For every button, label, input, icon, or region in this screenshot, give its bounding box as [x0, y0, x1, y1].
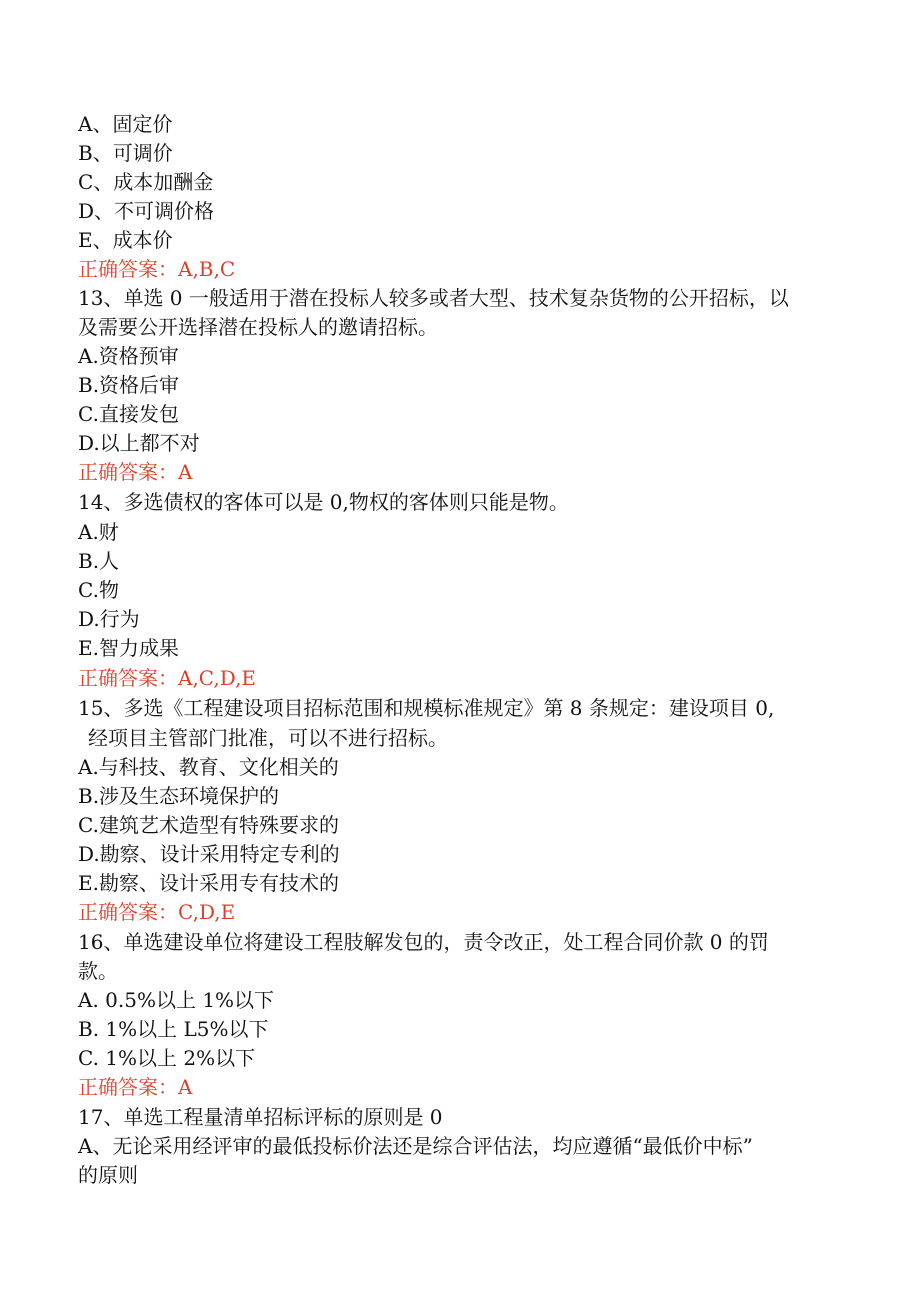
q15-option-d: D.勘察、设计采用特定专利的	[78, 842, 340, 866]
q17-stem: 17、单选工程量清单招标评标的原则是 0	[78, 1105, 443, 1129]
q13-option-b: B.资格后审	[78, 373, 180, 397]
q15-option-b: B.涉及生态环境保护的	[78, 784, 280, 808]
q14-option-b: B.人	[78, 549, 120, 573]
q16-option-c: C. 1%以上 2%以下	[78, 1046, 256, 1070]
q12-correct-answer: 正确答案：A,B,C	[78, 257, 236, 281]
q14-option-e: E.智力成果	[78, 636, 179, 660]
q12-option-b: B、可调价	[78, 141, 173, 165]
q14-correct-answer: 正确答案：A,C,D,E	[78, 666, 257, 690]
q13-option-d: D.以上都不对	[78, 431, 200, 455]
q12-option-d: D、不可调价格	[78, 199, 215, 223]
q13-option-c: C.直接发包	[78, 402, 179, 426]
q16-option-a: A. 0.5%以上 1%以下	[78, 988, 275, 1012]
q14-stem: 14、多选债权的客体可以是 0,物权的客体则只能是物。	[78, 490, 569, 514]
q14-option-a: A.财	[78, 520, 119, 544]
q13-stem-line1: 13、单选 0 一般适用于潜在投标人较多或者大型、技术复杂货物的公开招标，以	[78, 286, 789, 310]
q15-option-c: C.建筑艺术造型有特殊要求的	[78, 813, 339, 837]
q15-option-e: E.勘察、设计采用专有技术的	[78, 871, 339, 895]
q16-stem-line2: 款。	[78, 959, 118, 983]
q15-correct-answer: 正确答案：C,D,E	[78, 900, 236, 924]
q17-option-a-line2: 的原则	[78, 1163, 138, 1187]
q17-option-a-line1: A、无论采用经评审的最低投标价法还是综合评估法，均应遵循“最低价中标”	[78, 1134, 753, 1158]
q15-option-a: A.与科技、教育、文化相关的	[78, 755, 339, 779]
q16-stem-line1: 16、单选建设单位将建设工程肢解发包的，责令改正，处工程合同价款 0 的罚	[78, 930, 769, 954]
q16-option-b: B. 1%以上 L5%以下	[78, 1017, 269, 1041]
q12-option-c: C、成本加酬金	[78, 170, 214, 194]
q12-option-a: A、固定价	[78, 112, 173, 136]
q13-correct-answer: 正确答案：A	[78, 460, 193, 484]
q15-stem-line1: 15、多选《工程建设项目招标范围和规模标准规定》第 8 条规定：建设项目 0,	[78, 696, 775, 720]
q13-option-a: A.资格预审	[78, 344, 179, 368]
q14-option-c: C.物	[78, 578, 119, 602]
q14-option-d: D.行为	[78, 607, 140, 631]
q16-correct-answer: 正确答案：A	[78, 1075, 193, 1099]
q13-stem-line2: 及需要公开选择潜在投标人的邀请招标。	[78, 315, 438, 339]
q12-option-e: E、成本价	[78, 228, 173, 252]
q15-stem-line2: 经项目主管部门批准，可以不进行招标。	[88, 726, 448, 750]
